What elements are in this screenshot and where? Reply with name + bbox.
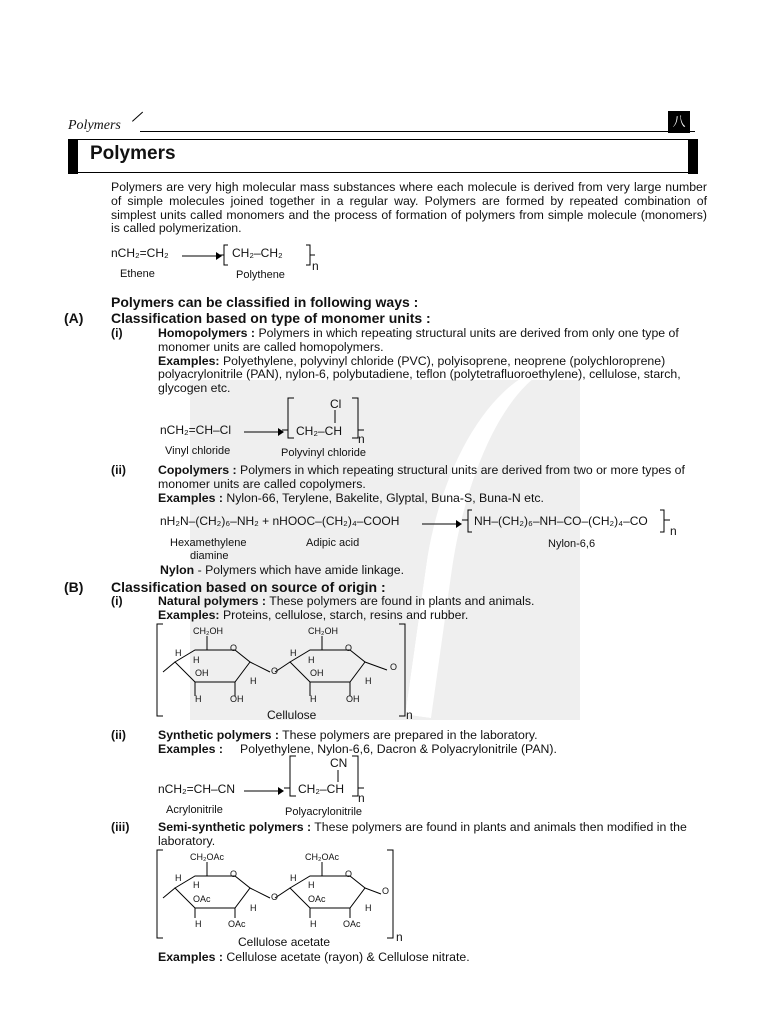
title-bar-right [688, 139, 698, 174]
synthetic-examples-label: Examples : [158, 741, 223, 756]
nylon-term: Nylon [160, 563, 195, 577]
homopolymers-examples-label: Examples: [158, 353, 220, 368]
copolymers-examples: Nylon-66, Terylene, Bakelite, Glyptal, Buna-S, Buna-N etc. [226, 490, 544, 505]
section-b-heading: Classification based on source of origin : [111, 579, 386, 595]
polythene-unit: CH₂–CH₂ [232, 246, 283, 260]
eq1-arrow [182, 252, 222, 260]
semi-synthetic-text: These polymers are found in plants and animals then modified in the laboratory. [158, 820, 687, 848]
semi-synthetic-definition [158, 821, 720, 849]
hexamethylene-label: Hexamethylene [170, 537, 247, 549]
cellulose-h-1: H [175, 648, 182, 658]
cellulose-ring-o-1: O [230, 643, 238, 653]
b-ii-marker: (ii) [111, 728, 127, 742]
copolymers-text: Polymers in which repeating structural units are derived from two or more types of monomer units are called copolymers. [158, 463, 685, 491]
header-rule [140, 131, 695, 132]
natural-examples: Proteins, cellulose, starch, resins and rubber. [222, 607, 469, 622]
nylon-reactants: nH₂N–(CH₂)₆–NH₂ + nHOOC–(CH₂)₄–COOH [160, 514, 400, 528]
acetate-end-o: O [382, 886, 390, 896]
copolymers-definition [158, 464, 714, 505]
pvc-label: Polyvinyl chloride [281, 447, 366, 459]
acetate-h-7: H [250, 903, 257, 913]
eq3-n: n [670, 524, 677, 538]
synthetic-term: Synthetic polymers : [158, 728, 279, 742]
natural-text: These polymers are found in plants and animals. [269, 594, 535, 608]
page-title: Polymers [90, 143, 176, 164]
cellulose-n: n [406, 708, 413, 722]
cellulose-h-2: H [193, 655, 200, 665]
nylon-note-text: - Polymers which have amide linkage. [197, 563, 404, 577]
copolymers-examples-label: Examples : [158, 490, 223, 505]
vinyl-chloride-formula: nCH₂=CH–Cl [160, 423, 232, 437]
semi-synthetic-examples-line [158, 951, 714, 965]
cellulose-ch2oh-1: CH₂OH [193, 626, 223, 636]
acetate-ch2oac-2: CH₂OAc [305, 852, 339, 862]
b-i-marker: (i) [111, 594, 123, 608]
eq2-n: n [358, 432, 365, 446]
cellulose-h-5: H [195, 694, 202, 704]
copolymers-term: Copolymers : [158, 463, 237, 477]
cellulose-oh-2: OH [310, 668, 324, 678]
pvc-unit: CH₂–CH [296, 424, 342, 438]
natural-term: Natural polymers : [158, 594, 266, 608]
acetate-oac-3: OAc [228, 919, 246, 929]
acetate-bridge-o: O [271, 892, 279, 902]
nylon-unit: NH–(CH₂)₆–NH–CO–(CH₂)₄–CO [474, 514, 648, 528]
adipic-acid-label: Adipic acid [306, 537, 360, 549]
cellulose-h-7: H [250, 676, 257, 686]
a-i-marker: (i) [111, 326, 123, 340]
header-slant [132, 112, 143, 122]
title-bar-left [68, 139, 78, 174]
ethene-label: Ethene [120, 268, 155, 280]
b-iii-marker: (iii) [111, 820, 130, 834]
semi-synthetic-examples: Cellulose acetate (rayon) & Cellulose nitrate. [226, 950, 470, 964]
section-a-heading: Classification based on type of monomer units : [111, 310, 431, 326]
cellulose-oh-4: OH [346, 694, 360, 704]
polythene-label: Polythene [236, 269, 285, 281]
synthetic-examples: Polyethylene, Nylon-6,6, Dacron & Polyacrylonitrile (PAN). [240, 741, 557, 756]
diamine-label: diamine [190, 550, 229, 562]
natural-polymers-definition [158, 595, 714, 623]
semi-synthetic-examples-label: Examples : [158, 950, 223, 964]
eq4-n: n [358, 791, 365, 805]
eq4-arrow [244, 787, 284, 795]
cellulose-end-o: O [390, 662, 398, 672]
homopolymers-text: Polymers in which repeating structural units are derived from only one type of monomer units are called homopolymers. [158, 326, 679, 354]
classify-heading: Polymers can be classified in following ways : [111, 294, 419, 310]
eq1-n: n [312, 259, 319, 273]
acetate-h-5: H [195, 919, 202, 929]
cellulose-bridge-o: O [271, 666, 279, 676]
acetate-ring-o-1: O [230, 869, 238, 879]
ethene-formula: nCH₂=CH₂ [111, 246, 169, 260]
acetate-oac-4: OAc [343, 919, 361, 929]
cellulose-oh-1: OH [195, 668, 209, 678]
cellulose-ring-o-2: O [345, 643, 353, 653]
vinyl-chloride-label: Vinyl chloride [165, 445, 231, 457]
cellulose-h-8: H [365, 676, 372, 686]
cellulose-oh-3: OH [230, 694, 244, 704]
acetate-h-2: H [193, 880, 200, 890]
eq2-arrow [244, 428, 284, 436]
acetate-h-4: H [308, 880, 315, 890]
publisher-logo: 八 [668, 111, 690, 133]
section-b-marker: (B) [64, 579, 84, 595]
a-ii-marker: (ii) [111, 463, 127, 477]
acetate-h-1: H [175, 873, 182, 883]
nylon-note [160, 564, 404, 578]
acetate-ch2oac-1: CH₂OAc [190, 852, 224, 862]
pan-label: Polyacrylonitrile [285, 806, 363, 818]
homopolymers-definition [158, 327, 710, 396]
cellulose-h-4: H [308, 655, 315, 665]
cellulose-h-6: H [310, 694, 317, 704]
pvc-substituent: Cl [330, 397, 342, 411]
natural-examples-label: Examples: [158, 607, 220, 622]
synthetic-text: These polymers are prepared in the laboratory. [282, 728, 538, 742]
acetate-h-3: H [290, 873, 297, 883]
intro-paragraph: Polymers are very high molecular mass substances where each molecule is derived from very large number of simple molecules joined together in a regular way. Polymers are formed by repeated combination of simplest units called monomers and the process of formation of polymers from simple molecule (monomers) is called polymerization. [111, 180, 707, 236]
cellulose-ch2oh-2: CH₂OH [308, 626, 338, 636]
pan-unit: CH₂–CH [298, 782, 344, 796]
acetate-oac-2: OAc [308, 894, 326, 904]
acetate-h-8: H [365, 903, 372, 913]
running-header: Polymers [68, 118, 121, 133]
acetate-ring-o-2: O [345, 869, 353, 879]
synthetic-polymers-definition [158, 729, 714, 757]
homopolymers-term: Homopolymers : [158, 326, 256, 340]
cellulose-h-3: H [290, 648, 297, 658]
homopolymers-examples: Polyethylene, polyvinyl chloride (PVC), polyisoprene, neoprene (polychloroprene) polyacrylonitrile (PAN), nylon-6, polybutadiene, teflon (polytetrafluoroethylene), cellulose, starch, glycogen etc. [158, 353, 681, 396]
pan-substituent: CN [330, 756, 348, 770]
cellulose-acetate-n: n [396, 930, 403, 944]
cellulose-label: Cellulose [267, 708, 317, 722]
semi-synthetic-term: Semi-synthetic polymers : [158, 820, 312, 834]
acrylonitrile-formula: nCH₂=CH–CN [158, 782, 236, 796]
acetate-h-6: H [310, 919, 317, 929]
acrylonitrile-label: Acrylonitrile [166, 804, 223, 816]
nylon66-label: Nylon-6,6 [548, 538, 596, 550]
section-a-marker: (A) [64, 310, 84, 326]
acetate-oac-1: OAc [193, 894, 211, 904]
cellulose-acetate-label: Cellulose acetate [238, 935, 331, 949]
eq3-arrow [422, 520, 462, 528]
